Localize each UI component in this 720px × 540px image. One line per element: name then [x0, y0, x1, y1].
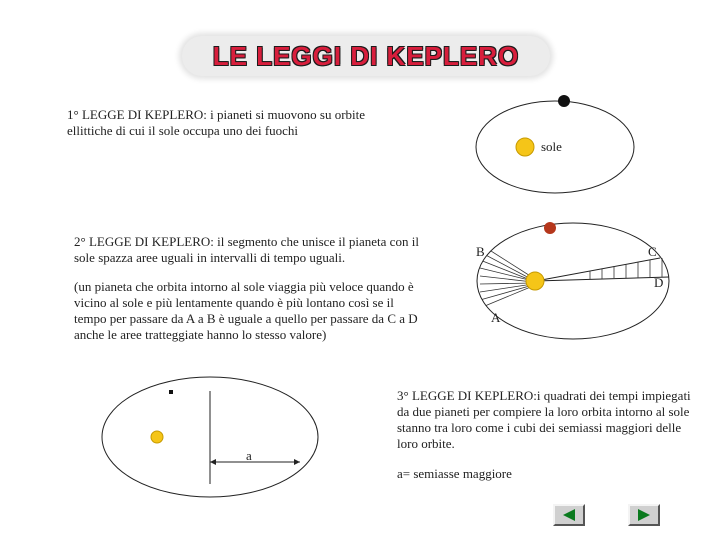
- previous-button[interactable]: [553, 504, 585, 526]
- law2-point-c: C: [648, 244, 657, 259]
- triangle-left-icon: [560, 508, 578, 522]
- law3-sun: [151, 431, 163, 443]
- law2-diagram: [476, 222, 669, 339]
- next-button[interactable]: [628, 504, 660, 526]
- law3-planet: [169, 390, 173, 394]
- law2-point-a: A: [491, 310, 501, 325]
- law2-planet: [544, 222, 556, 234]
- law3-arrow-left: [210, 459, 216, 465]
- law3-diagram: [102, 377, 318, 497]
- law1-sun: [516, 138, 534, 156]
- law3-note: a= semiasse maggiore: [397, 466, 512, 481]
- page-title: LE LEGGI DI KEPLERO: [212, 40, 520, 71]
- law2-area-cd: [536, 258, 669, 281]
- law3-arrow-right: [294, 459, 300, 465]
- law2-note: (un pianeta che orbita intorno al sole viaggia più veloce quando è vicino al sole e più lentamente quando è più lontano così se il tempo per passare da A a B è uguale a quello per passare da C a D anche le aree tratteggiate hanno lo stesso valore): [74, 279, 418, 342]
- law2-orbit: [477, 223, 669, 339]
- law2-area-ab: [480, 235, 535, 315]
- law2-point-d: D: [654, 275, 664, 290]
- law2-text: 2° LEGGE DI KEPLERO: il segmento che unisce il pianeta con il sole spazza aree uguali in intervalli di tempo uguali.: [74, 234, 419, 265]
- law1-sun-label: sole: [541, 139, 562, 154]
- law2-sun: [526, 272, 544, 290]
- law1-diagram: [476, 95, 634, 193]
- law3-axis-label: a: [246, 448, 252, 463]
- law3-text: 3° LEGGE DI KEPLERO:i quadrati dei tempi impiegati da due pianeti per compiere la loro orbita intorno al sole stanno tra loro come i cubi dei semiassi maggiori delle loro orbite.: [397, 388, 691, 451]
- law1-text: 1° LEGGE DI KEPLERO: i pianeti si muovono su orbite ellittiche di cui il sole occupa uno dei fuochi: [67, 107, 366, 138]
- triangle-right-icon: [635, 508, 653, 522]
- law1-planet: [558, 95, 570, 107]
- law2-point-b: B: [476, 244, 485, 259]
